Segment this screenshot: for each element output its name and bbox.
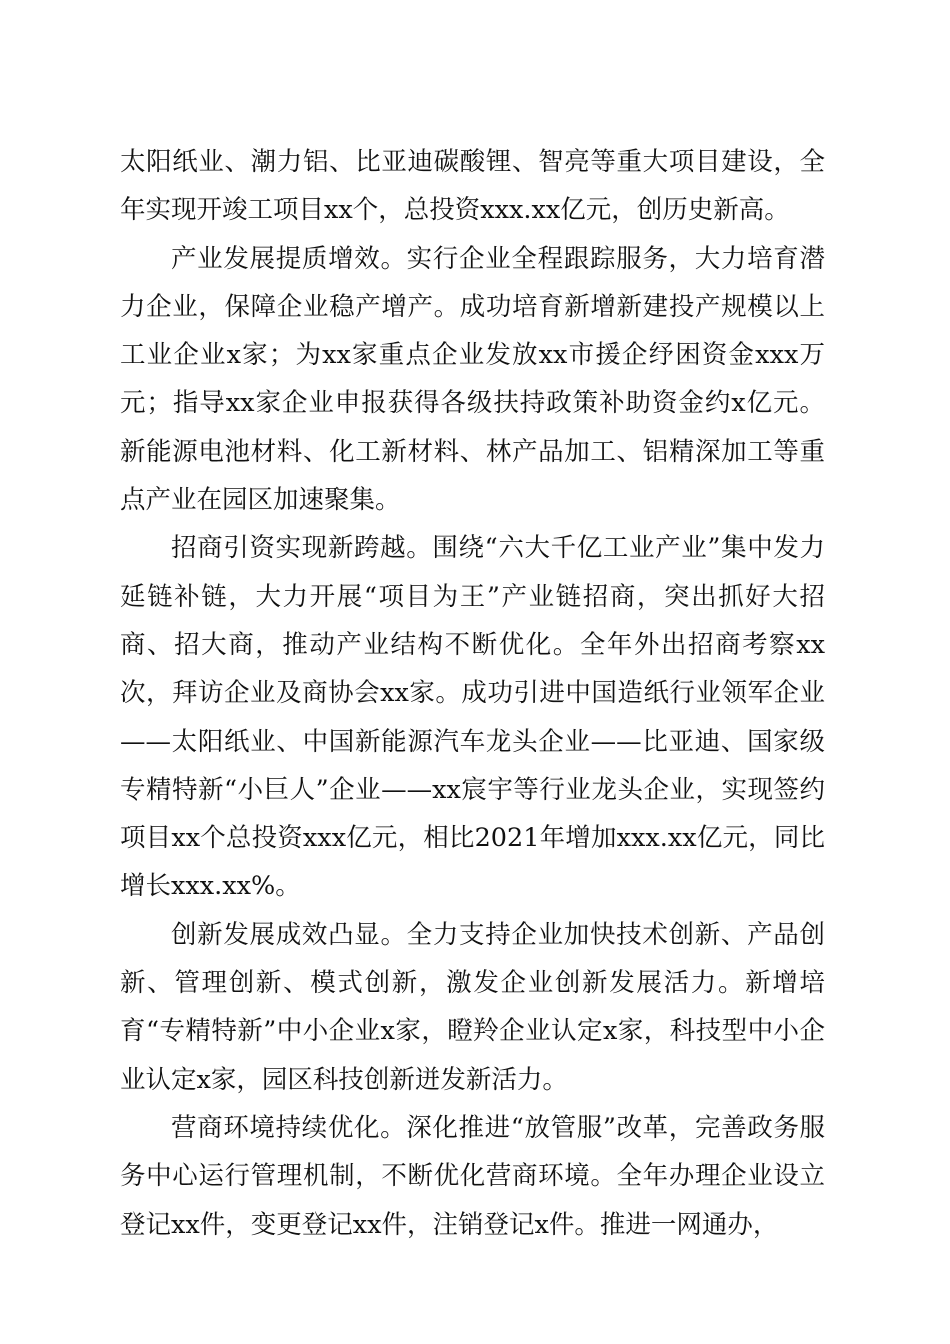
paragraph-project-construction: 太阳纸业、潮力铝、比亚迪碳酸锂、智亮等重大项目建设，全年实现开竣工项目xx个，总投资xxx.xx亿元，创历史新高。	[120, 147, 825, 226]
paragraph-industry-development: 产业发展提质增效。实行企业全程跟踪服务，大力培育潜力企业，保障企业稳产增产。成功培育新增新建投产规模以上工业企业x家；为xx家重点企业发放xx市援企纾困资金xxx万元；指导xx家企业申报获得各级扶持政策补助资金约x亿元。新能源电池材料、化工新材料、林产品加工、铝精深加工等重点产业在园区加速聚集。	[120, 243, 825, 516]
paragraph-business-environment: 营商环境持续优化。深化推进“放管服”改革，完善政务服务中心运行管理机制，不断优化营商环境。全年办理企业设立登记xx件，变更登记xx件，注销登记x件。推进一网通办，	[120, 1112, 825, 1240]
paragraph-investment-promotion: 招商引资实现新跨越。围绕“六大千亿工业产业”集中发力延链补链，大力开展“项目为王”产业链招商，突出抓好大招商、招大商，推动产业结构不断优化。全年外出招商考察xx次，拜访企业及商协会xx家。成功引进中国造纸行业领军企业——太阳纸业、中国新能源汽车龙头企业——比亚迪、国家级专精特新“小巨人”企业——xx宸宇等行业龙头企业，实现签约项目xx个总投资xxx亿元，相比2021年增加xxx.xx亿元，同比增长xxx.xx%。	[120, 533, 825, 902]
document-body	[120, 138, 825, 1249]
paragraph-innovation: 创新发展成效凸显。全力支持企业加快技术创新、产品创新、管理创新、模式创新，激发企业创新发展活力。新增培育“专精特新”中小企业x家，瞪羚企业认定x家，科技型中小企业认定x家，园区科技创新迸发新活力。	[120, 919, 825, 1095]
